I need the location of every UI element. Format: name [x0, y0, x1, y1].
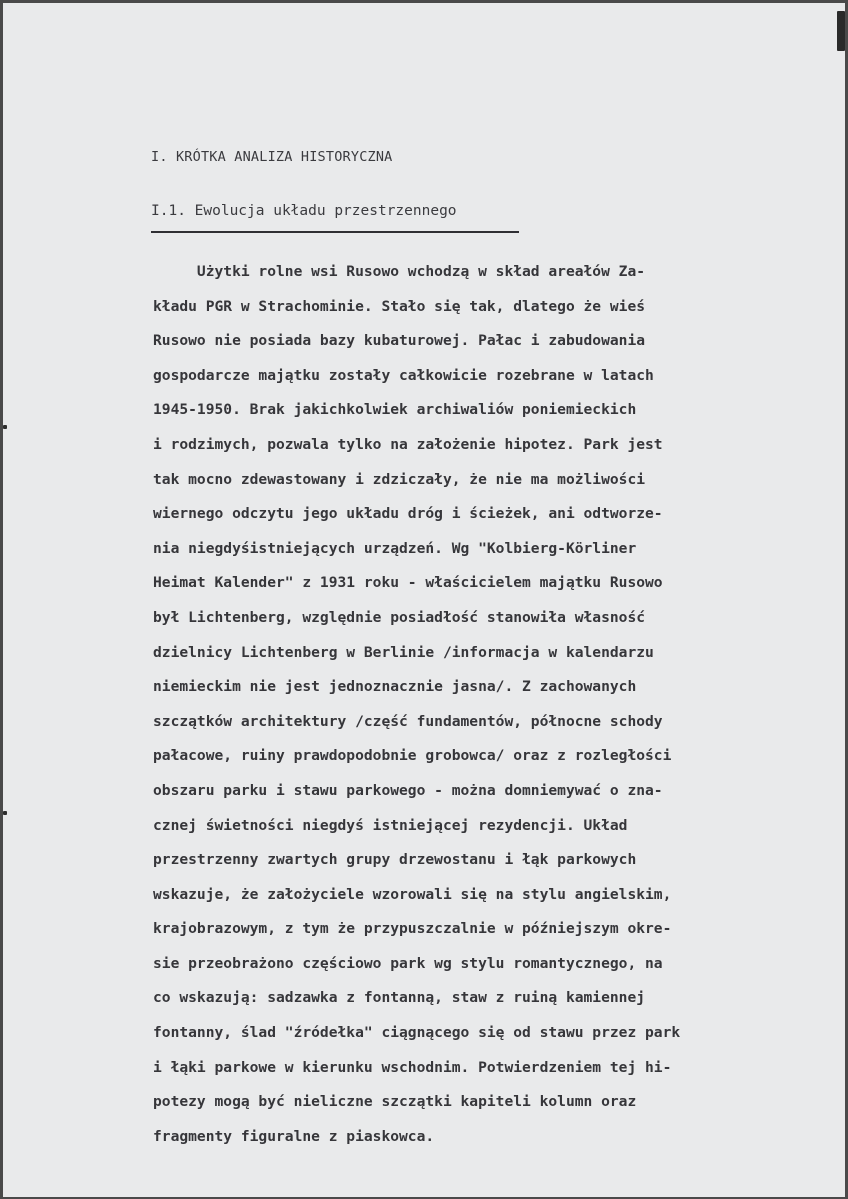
paragraph-line: wiernego odczytu jego układu dróg i ścieżek, ani odtworze- — [153, 505, 663, 523]
paragraph-line: przestrzenny zwartych grupy drzewostanu i łąk parkowych — [153, 851, 637, 869]
paragraph-line: cznej świetności niegdyś istniejącej rezydencji. Układ — [153, 816, 628, 834]
paragraph-line: fontanny, ślad "źródełka" ciągnącego się od stawu przez park — [153, 1024, 681, 1042]
paragraph-line: i rodzimych, pozwala tylko na założenie hipotez. Park jest — [153, 435, 663, 453]
paragraph-line: co wskazują: sadzawka z fontanną, staw z ruiną kamiennej — [153, 989, 646, 1007]
paragraph-line: szczątków architektury /część fundamentów, północne schody — [153, 712, 663, 730]
paragraph-line: nia niegdyśistniejących urządzeń. Wg "Kolbierg-Körliner — [153, 539, 637, 557]
paragraph-line: 1945-1950. Brak jakichkolwiek archiwaliów poniemieckich — [153, 401, 637, 419]
paragraph-line: kładu PGR w Strachominie. Stało się tak, dlatego że wieś — [153, 297, 646, 315]
paragraph-line: Rusowo nie posiada bazy kubaturowej. Pałac i zabudowania — [153, 332, 646, 350]
margin-mark — [3, 811, 7, 815]
section-heading: I. KRÓTKA ANALIZA HISTORYCZNA — [151, 149, 393, 165]
paragraph-line: Heimat Kalender" z 1931 roku - właścicielem majątku Rusowo — [153, 574, 663, 592]
margin-mark — [3, 425, 7, 429]
body-paragraph — [153, 255, 793, 1154]
paragraph-line: i łąki parkowe w kierunku wschodnim. Potwierdzeniem tej hi- — [153, 1058, 672, 1076]
paragraph-line: sie przeobrażono częściowo park wg stylu romantycznego, na — [153, 954, 663, 972]
paragraph-line: wskazuje, że założyciele wzorowali się na stylu angielskim, — [153, 885, 672, 903]
subheading-underline — [151, 231, 519, 233]
paragraph-line: tak mocno zdewastowany i zdziczały, że nie ma możliwości — [153, 470, 646, 488]
paragraph-line: dzielnicy Lichtenberg w Berlinie /informacja w kalendarzu — [153, 643, 654, 661]
paragraph-line: niemieckim nie jest jednoznacznie jasna/. Z zachowanych — [153, 678, 637, 696]
paragraph-line: fragmenty figuralne z piaskowca. — [153, 1127, 435, 1145]
paragraph-line: był Lichtenberg, względnie posiadłość stanowiła własność — [153, 608, 646, 626]
paragraph-line: obszaru parku i stawu parkowego - można domniemywać o zna- — [153, 781, 663, 799]
paragraph-line: gospodarcze majątku zostały całkowicie rozebrane w latach — [153, 366, 654, 384]
paragraph-line: potezy mogą być nieliczne szczątki kapiteli kolumn oraz — [153, 1093, 637, 1111]
paragraph-line: pałacowe, ruiny prawdopodobnie grobowca/ oraz z rozległości — [153, 747, 672, 765]
paragraph-line: Użytki rolne wsi Rusowo wchodzą w skład areałów Za- — [153, 263, 646, 280]
subsection-heading: I.1. Ewolucja układu przestrzennego — [151, 203, 457, 219]
corner-shadow — [837, 11, 845, 51]
paragraph-line: krajobrazowym, z tym że przypuszczalnie w późniejszym okre- — [153, 920, 672, 938]
document-page — [3, 3, 845, 1197]
